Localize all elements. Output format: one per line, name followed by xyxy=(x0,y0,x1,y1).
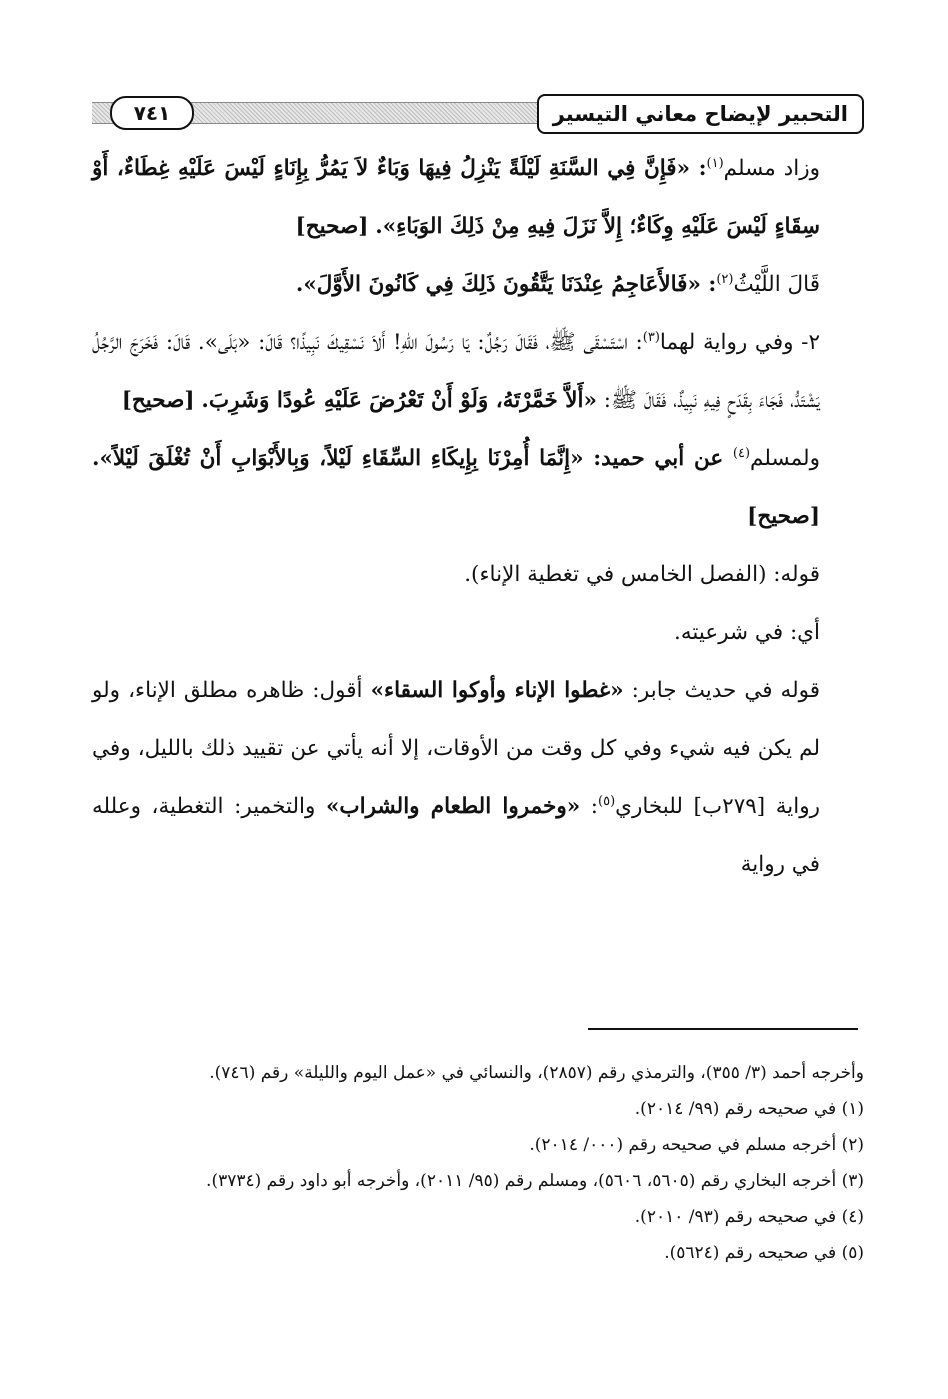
footnote-3: (٣) أخرجه البخاري رقم (٥٦٠٥، ٥٦٠٦)، ومسلم رقم (٩٥/ ٢٠١١)، وأخرجه أبو داود رقم (٣٧٣٤). xyxy=(206,1171,864,1191)
footnote-1: (١) في صحيحه رقم (٩٩/ ٢٠١٤). xyxy=(634,1099,864,1119)
paragraph-narration-2 xyxy=(92,314,864,430)
text: : اسْتَسْقَى ﷺ، فَقَالَ رَجُلٌ: يَا رَسُولَ اللهِ! أَلاَ نَسْقِيكَ نَبِيذًا؟ قَالَ: «بَلَى». قَالَ: فَخَرَجَ الرَّجُلُ يَشْتَدُّ، فَجَاءَ بِقَدَحٍ فِيهِ نَبِيذٌ، فَقَالَ ﷺ: xyxy=(92,330,820,413)
footnotes xyxy=(92,1055,864,1271)
footnote-separator xyxy=(588,1028,858,1030)
main-text xyxy=(92,140,864,894)
text: قوله في حديث جابر: xyxy=(623,678,821,703)
footnote-ref: (٤) xyxy=(732,445,751,461)
page-number: ٧٤١ xyxy=(110,96,194,130)
paragraph-muslim-addition xyxy=(92,140,864,256)
footnote-ref: (١) xyxy=(706,155,724,171)
text: قَالَ اللَّيْثُ xyxy=(733,272,820,297)
grade-label: [صحيح] xyxy=(747,504,820,529)
footnote-5: (٥) في صحيحه رقم (٥٦٢٤). xyxy=(664,1243,864,1263)
hadith-quote: «وخمروا الطعام والشراب» xyxy=(325,794,581,819)
paragraph-meaning: أي: في شرعيته. xyxy=(674,620,820,645)
footnote-ref: (٢) xyxy=(716,271,734,287)
grade-label: [صحيح] xyxy=(295,214,369,239)
book-title: التحبير لإيضاح معاني التيسير xyxy=(537,94,864,134)
hadith-quote: عن أبي حميد: «إِنَّمَا أُمِرْنَا بِإِيكَاءِ السِّقَاءِ لَيْلاً، وَبِالأَبْوَابِ أَنْ تُغْلَقَ لَيْلاً». xyxy=(92,446,733,471)
footnote-2: (٢) أخرجه مسلم في صحيحه رقم (٠٠٠/ ٢٠١٤). xyxy=(529,1135,864,1155)
hadith-quote: «أَلاَّ خَمَّرْتَهُ، وَلَوْ أَنْ تَعْرُضَ عَلَيْهِ عُودًا وَشَرِبَ. xyxy=(201,388,597,413)
paragraph-jabir-commentary xyxy=(92,662,864,894)
paragraph-chapter-heading: قوله: (الفصل الخامس في تغطية الإناء). xyxy=(464,562,820,587)
text: والتخمير: التغطية، وعلله في رواية xyxy=(92,794,820,877)
text: ٢- وفي رواية لهما xyxy=(659,330,820,355)
footnote-ref: (٣) xyxy=(642,329,660,345)
footnote-continuation: وأخرجه أحمد (٣/ ٣٥٥)، والترمذي رقم (٢٨٥٧)، والنسائي في «عمل اليوم والليلة» رقم (٧٤٦). xyxy=(209,1063,864,1083)
footnote-ref: (٥) xyxy=(598,793,616,809)
text: أقول: ظاهره مطلق الإناء، ولو لم يكن فيه شيء وفي كل وقت من الأوقات، إلا أنه يأتي عن تقييد ذلك بالليل، وفي رواية [٢٧٩ب] للبخاري xyxy=(92,678,821,819)
page-header xyxy=(92,94,864,134)
text: ولمسلم xyxy=(750,446,820,471)
text: : xyxy=(580,794,598,819)
paragraph-muslim-abu-humaid xyxy=(92,430,864,546)
grade-label: [صحيح] xyxy=(121,388,195,413)
hadith-quote: : «فَإِنَّ فِي السَّنَةِ لَيْلَةً يَنْزِلُ فِيهَا وَبَاءٌ لاَ يَمُرُّ بِإِنَاءٍ لَيْسَ عَلَيْهِ غِطَاءٌ، أَوْ سِقَاءٍ لَيْسَ عَلَيْهِ وِكَاءٌ؛ إِلاَّ نَزَلَ فِيهِ مِنْ ذَلِكَ الوَبَاءِ». xyxy=(92,156,820,239)
hadith-quote: «غطوا الإناء وأوكوا السقاء» xyxy=(370,678,624,703)
paragraph-layth xyxy=(92,256,864,314)
hadith-quote: : «فَالأَعَاجِمُ عِنْدَنَا يَتَّقُونَ ذَلِكَ فِي كَانُونَ الأَوَّلَ». xyxy=(295,272,717,297)
text: وزاد مسلم xyxy=(723,156,820,181)
footnote-4: (٤) في صحيحه رقم (٩٣/ ٢٠١٠). xyxy=(634,1207,864,1227)
